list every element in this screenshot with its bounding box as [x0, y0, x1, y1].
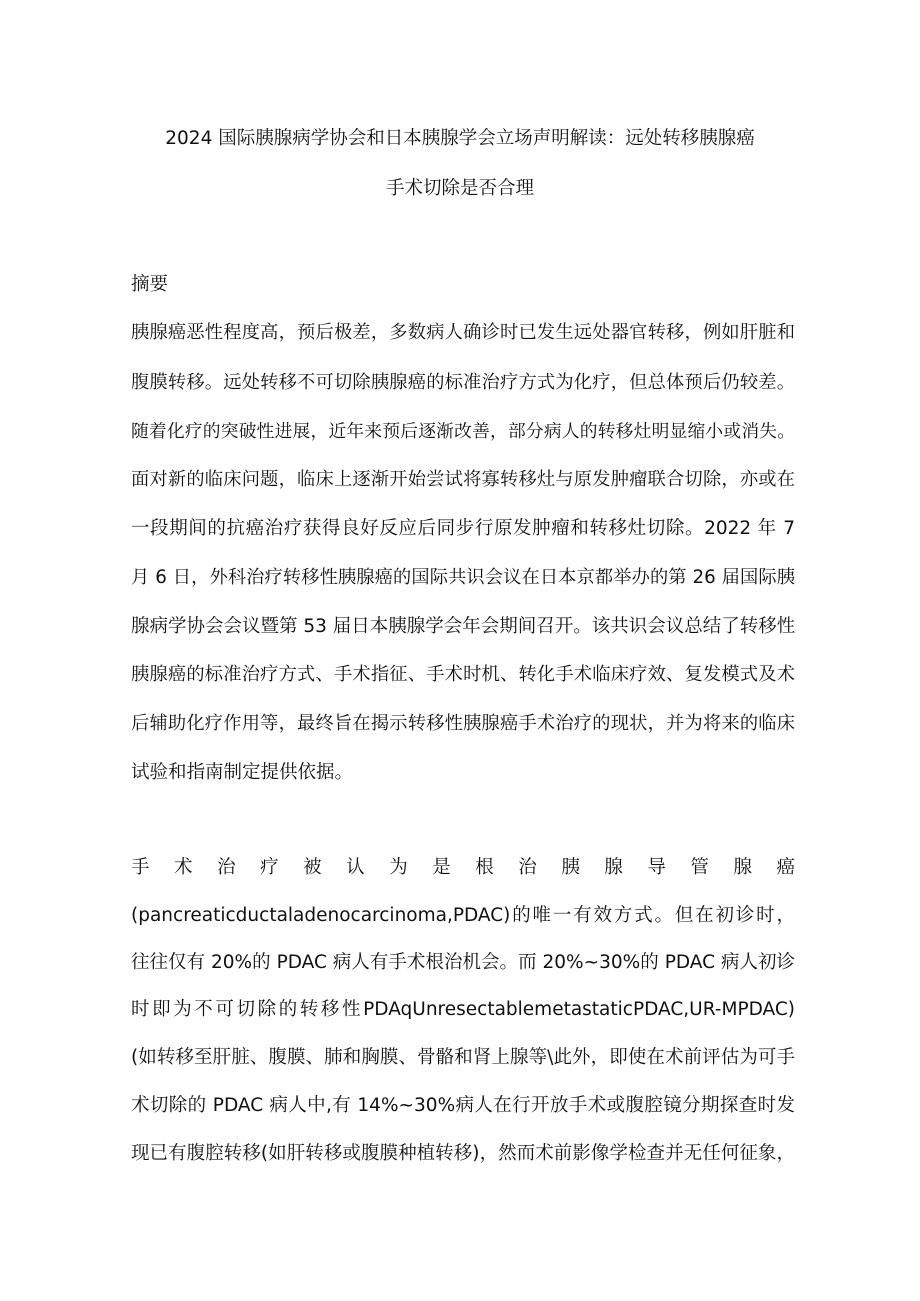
document-title-line-2: 手术切除是否合理 [385, 178, 534, 199]
abstract-line: 一段期间的抗癌治疗获得良好反应后同步行原发肿瘤和转移灶切除。2022 年 7 [131, 518, 795, 539]
body-line: (如转移至肝脏、腹膜、肺和胸膜、骨骼和肾上腺等\此外，即使在术前评估为可手 [131, 1047, 795, 1068]
abstract-line: 腹膜转移。远处转移不可切除胰腺癌的标准治疗方式为化疗，但总体预后仍较差。 [131, 372, 795, 393]
body-line: 往往仅有 20%的 PDAC 病人有手术根治机会。而 20%~30%的 PDAC 病人初诊 [131, 952, 795, 973]
abstract-line: 腺病学协会会议暨第 53 届日本胰腺学会年会期间召开。该共识会议总结了转移性 [131, 616, 796, 637]
abstract-line: 后辅助化疗作用等，最终旨在揭示转移性胰腺癌手术治疗的现状，并为将来的临床 [131, 713, 795, 734]
abstract-line: 面对新的临床问题，临床上逐渐开始尝试将寡转移灶与原发肿瘤联合切除，亦或在 [131, 469, 795, 490]
abstract-line: 月 6 日，外科治疗转移性胰腺癌的国际共识会议在日本京都举办的第 26 届国际胰 [131, 567, 795, 588]
abstract-line: 胰腺癌恶性程度高，预后极差，多数病人确诊时已发生远处器官转移，例如肝脏和 [131, 322, 795, 343]
abstract-heading: 摘要 [131, 274, 169, 295]
abstract-line: 胰腺癌的标准治疗方式、手术指征、手术时机、转化手术临床疗效、复发模式及术 [131, 664, 795, 685]
abstract-line: 随着化疗的突破性进展，近年来预后逐渐改善，部分病人的转移灶明显缩小或消失。 [131, 422, 795, 442]
body-line: 手 术 治 疗 被 认 为 是 根 治 胰 腺 导 管 腺 癌 [131, 857, 795, 878]
body-line: (pancreaticductaladenocarcinoma,PDAC)的唯一有效方式。但在初诊时， [131, 905, 795, 926]
body-line: 现已有腹腔转移(如肝转移或腹膜种植转移)，然而术前影像学检查并无任何征象， [131, 1143, 795, 1164]
abstract-line: 试验和指南制定提供依据。 [131, 762, 354, 783]
body-line: 术切除的 PDAC 病人中,有 14%~30%病人在行开放手术或腹腔镜分期探查时发 [131, 1095, 795, 1116]
body-line: 时即为不可切除的转移性PDAqUnresectablemetastaticPDAC,UR-MPDAC) [131, 999, 795, 1020]
document-title-line-1: 2024 国际胰腺病学协会和日本胰腺学会立场声明解读：远处转移胰腺癌 [165, 128, 755, 149]
